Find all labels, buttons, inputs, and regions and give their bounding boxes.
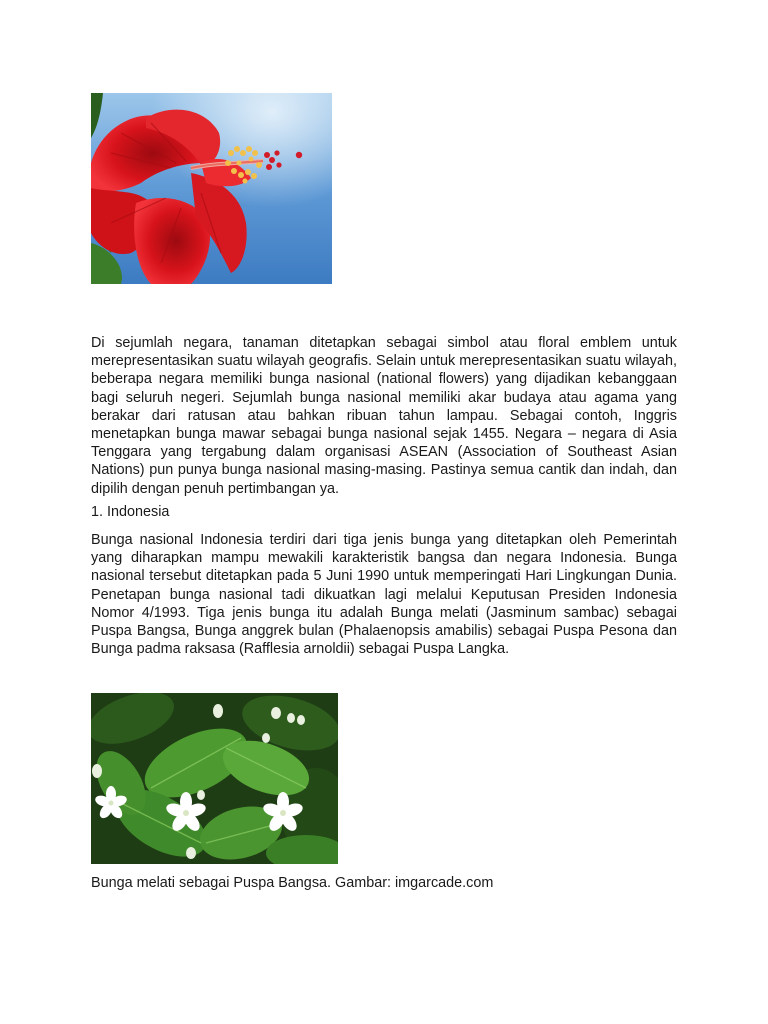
indonesia-paragraph: Bunga nasional Indonesia terdiri dari tiga jenis bunga yang ditetapkan oleh Pemerintah yang diharapkan mampu mewakili karakteristik bangsa dan negara Indonesia. Bunga nasional tersebut ditetapkan pada 5 Juni 1990 untuk memperingati Hari Lingkungan Dunia. Penetapan bunga nasional tadi dikuatkan lagi melalui Keputusan Presiden Indonesia Nomor 4/1993. Tiga jenis bunga itu adalah Bunga melati (Jasminum sambac) sebagai Puspa Bangsa, Bunga anggrek bulan (Phalaenopsis amabilis) sebagai Puspa Pesona dan Bunga padma raksasa (Rafflesia arnoldii) sebagai Puspa Langka. [91, 532, 677, 658]
jasmine-caption: Bunga melati sebagai Puspa Bangsa. Gambar: imgarcade.com [91, 875, 494, 891]
intro-paragraph: Di sejumlah negara, tanaman ditetapkan sebagai simbol atau floral emblem untuk merepresentasikan suatu wilayah geografis. Selain untuk merepresentasikan suatu wilayah, beberapa negara memiliki bunga nasional (national flowers) yang dijadikan kebanggaan bagi seluruh negeri. Sejumlah bunga nasional memiliki akar budaya atau agama yang berakar dari ratusan atau bahkan ribuan tahun lampau. Sebagai contoh, Inggris menetapkan bunga mawar sebagai bunga nasional sejak 1455. Negara – negara di Asia Tenggara yang tergabung dalam organisasi ASEAN (Association of Southeast Asian Nations) pun punya bunga nasional masing-masing. Pastinya semua cantik dan indah, dan dipilih dengan penuh pertimbangan ya. [91, 335, 677, 497]
jasmine-photo [91, 693, 338, 864]
hibiscus-photo [91, 93, 332, 284]
section-heading-indonesia: 1. Indonesia [91, 504, 170, 520]
